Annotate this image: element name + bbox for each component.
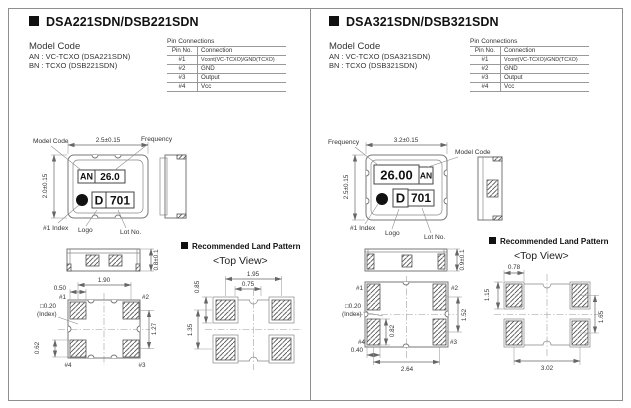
section-title-text: DSA221SDN/DSB221SDN — [46, 15, 199, 29]
dim-pad-pitch-y: 1.27 — [151, 322, 158, 336]
land-pattern-drawing — [484, 264, 605, 372]
pin-connection: Output — [198, 74, 287, 83]
section-title — [329, 15, 499, 29]
model-code-line: AN : VC-TCXO (DSA321SDN) — [329, 52, 431, 61]
land-dim-pad-w: 0.78 — [507, 264, 521, 271]
dim-body-height: 2.0±0.15 — [42, 173, 49, 199]
land-pad — [272, 338, 291, 360]
marking-logo: D — [94, 193, 104, 208]
pin-connections-table — [167, 46, 286, 92]
pin-connection: GND — [198, 65, 287, 74]
land-pattern-title-text: Recommended Land Pattern — [500, 237, 609, 246]
label-logo: Logo — [385, 230, 400, 237]
column-divider — [310, 8, 311, 400]
pin-connections-title: Pin Connections — [470, 38, 518, 45]
dim-body-width: 2.5±0.15 — [95, 137, 121, 144]
label-lot-no: Lot No. — [424, 234, 446, 241]
pin1-index-dot — [376, 193, 388, 205]
dim-pad-height: 0.62 — [34, 341, 41, 355]
pin-no: #1 — [470, 56, 501, 65]
label-model-code: Model Code — [33, 138, 69, 145]
pad-3 — [123, 340, 139, 357]
section-title — [29, 15, 199, 29]
package-bottom-view — [34, 277, 158, 369]
section-bullet-icon — [29, 16, 39, 26]
model-code-heading: Model Code — [29, 41, 81, 52]
pin-connection: Vcc — [198, 83, 287, 92]
pad-2-label: #2 — [451, 285, 459, 292]
pin-row — [470, 56, 589, 65]
pad-1 — [367, 284, 380, 310]
pad-4 — [70, 340, 86, 357]
pad-4-label: #4 — [64, 362, 72, 369]
pin-row — [470, 83, 589, 92]
pin1-index-dot — [76, 194, 88, 206]
land-pattern-drawing — [187, 271, 302, 370]
pin-no: #3 — [470, 74, 501, 83]
dim-body-width: 3.2±0.15 — [393, 137, 419, 144]
connection-header: Connection — [501, 47, 590, 56]
label-model-code: Model Code — [455, 149, 491, 156]
marking-logo: D — [395, 190, 406, 206]
land-dim-pitch-y: 1.35 — [187, 323, 194, 337]
land-dim-pitch-x: 3.02 — [540, 365, 554, 372]
package-drawing-dsa221 — [8, 118, 310, 400]
dim-pad-width: 0.50 — [53, 285, 66, 292]
pin-connection: Vcont(VC-TCXO)/GND(TCXO) — [198, 56, 287, 65]
section-bullet-icon — [329, 16, 339, 26]
pad-3-label: #3 — [138, 362, 146, 369]
dim-thickness: 0.8±0.1 — [153, 249, 160, 271]
land-pad — [216, 338, 235, 360]
pad-2 — [123, 302, 139, 319]
pad-2 — [433, 284, 446, 310]
dim-pad-height: 0.82 — [389, 324, 396, 338]
land-pad — [216, 300, 235, 320]
model-code-line: BN : TCXO (DSB321SDN) — [329, 61, 418, 70]
pin-no-header: Pin No. — [470, 47, 501, 56]
marking-frequency: 26.00 — [380, 167, 413, 183]
dim-body-height: 2.5±0.15 — [343, 174, 350, 200]
land-pattern-subtitle: <Top View> — [514, 250, 569, 262]
pin-no: #3 — [167, 74, 198, 83]
pin-connection: Vcont(VC-TCXO)/GND(TCXO) — [501, 56, 590, 65]
model-code-line: AN : VC-TCXO (DSA221SDN) — [29, 52, 131, 61]
pin-table-header-row — [167, 47, 286, 56]
connection-header: Connection — [198, 47, 287, 56]
model-code-heading: Model Code — [329, 41, 381, 52]
pad-4 — [367, 319, 380, 345]
package-bottom-view — [342, 276, 468, 373]
land-pattern-title-text: Recommended Land Pattern — [192, 242, 301, 251]
land-pad — [506, 321, 522, 345]
pin-row — [470, 65, 589, 74]
pin-connection: Output — [501, 74, 590, 83]
package-side-view — [160, 155, 186, 218]
label-lot-no: Lot No. — [120, 229, 142, 236]
pin-table-header-row — [470, 47, 589, 56]
package-front-view — [365, 249, 466, 271]
pad-4-label: #4 — [357, 339, 365, 346]
pad-3-label: #3 — [450, 339, 458, 346]
pin-connection: GND — [501, 65, 590, 74]
land-pattern-subtitle: <Top View> — [213, 255, 268, 267]
label-pin1-index: #1 Index — [43, 225, 69, 232]
pin-row — [167, 83, 286, 92]
index-label: (Index) — [37, 311, 57, 318]
pin-row — [167, 74, 286, 83]
land-pad — [506, 284, 522, 307]
land-dim-pad-h: 1.15 — [484, 288, 491, 302]
package-front-view — [67, 249, 160, 271]
label-frequency: Frequency — [328, 139, 360, 146]
dim-pad-width: 0.40 — [350, 347, 363, 354]
pin-row — [167, 65, 286, 74]
pad-1 — [70, 302, 86, 319]
index-label: (Index) — [342, 311, 362, 318]
pin-row — [167, 56, 286, 65]
pad-1-label: #1 — [58, 294, 66, 301]
index-square-label: □0.20 — [345, 303, 362, 310]
label-pin1-index: #1 Index — [350, 225, 376, 232]
land-dim-pad: 0.85 — [194, 280, 201, 294]
land-dim-pitch-y: 1.65 — [598, 310, 605, 324]
pin-no-header: Pin No. — [167, 47, 198, 56]
marking-frequency: 26.0 — [100, 172, 120, 183]
dim-pad-pitch-x: 1.90 — [97, 277, 111, 284]
package-drawing-dsa321 — [312, 118, 623, 400]
package-side-view — [478, 157, 502, 220]
pin-no: #4 — [470, 83, 501, 92]
pin-no: #2 — [167, 65, 198, 74]
pad-3 — [433, 319, 446, 345]
package-top-view — [68, 155, 148, 218]
index-square-label: □0.20 — [40, 303, 57, 310]
marking-lot: 701 — [109, 193, 131, 208]
dim-pad-pitch-y: 1.52 — [461, 308, 468, 322]
pad-2-label: #2 — [142, 294, 150, 301]
pin-connections-title: Pin Connections — [167, 38, 215, 45]
label-frequency: Frequency — [141, 136, 173, 143]
dim-thickness: 0.9±0.1 — [459, 249, 466, 271]
pad-1-label: #1 — [355, 285, 363, 292]
pin-connection: Vcc — [501, 83, 590, 92]
dim-pad-pitch-x: 2.64 — [400, 366, 414, 373]
section-title-text: DSA321SDN/DSB321SDN — [346, 15, 499, 29]
marking-model: AN — [80, 171, 93, 182]
pin-no: #4 — [167, 83, 198, 92]
pin-connections-table — [470, 46, 589, 92]
land-dim-gap: 0.75 — [241, 281, 255, 288]
land-dim-pitch-x: 1.95 — [246, 271, 260, 278]
label-logo: Logo — [78, 227, 93, 234]
pin-row — [470, 74, 589, 83]
pin-no: #1 — [167, 56, 198, 65]
land-pad — [272, 300, 291, 320]
marking-lot: 701 — [410, 191, 432, 205]
pin-no: #2 — [470, 65, 501, 74]
marking-model: AN — [419, 170, 433, 181]
model-code-line: BN : TCXO (DSB221SDN) — [29, 61, 118, 70]
